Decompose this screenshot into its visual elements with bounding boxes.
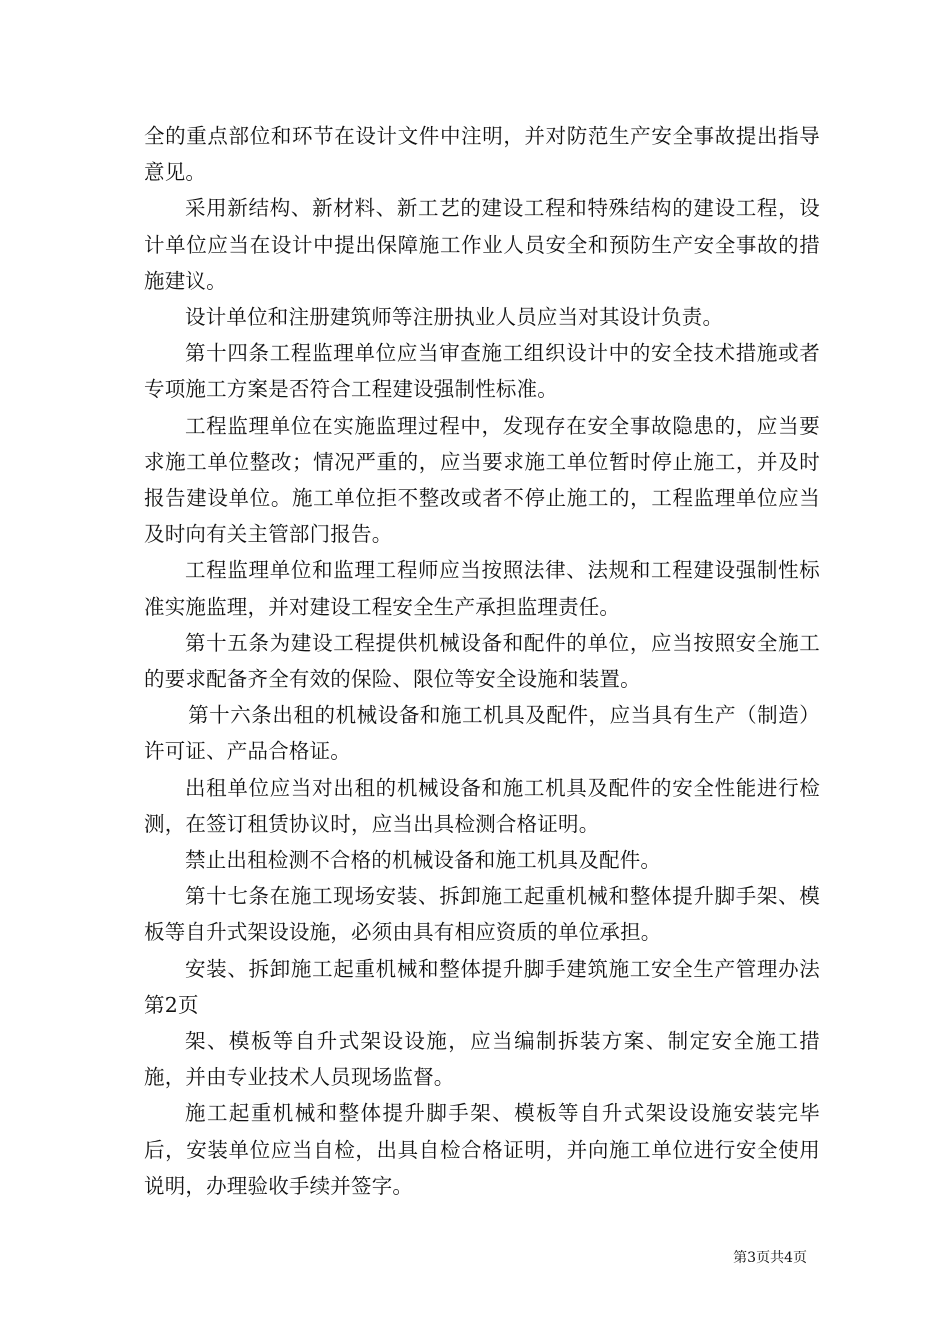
paragraph: 第十四条工程监理单位应当审查施工组织设计中的安全技术措施或者专项施工方案是否符合工程建设强制性标准。 xyxy=(144,341,820,402)
paragraph: 采用新结构、新材料、新工艺的建设工程和特殊结构的建设工程，设计单位应当在设计中提出保障施工作业人员安全和预防生产安全事故的措施建议。 xyxy=(144,196,820,293)
paragraph: 安装、拆卸施工起重机械和整体提升脚手建筑施工安全生产管理办法第2页 xyxy=(144,956,820,1017)
page-number-footer: 第3页共4页 xyxy=(733,1250,807,1266)
paragraph: 设计单位和注册建筑师等注册执业人员应当对其设计负责。 xyxy=(185,305,724,330)
paragraph: 禁止出租检测不合格的机械设备和施工机具及配件。 xyxy=(185,848,662,873)
paragraph: 出租单位应当对出租的机械设备和施工机具及配件的安全性能进行检测，在签订租赁协议时，应当出具检测合格证明。 xyxy=(144,775,820,836)
paragraph: 工程监理单位和监理工程师应当按照法律、法规和工程建设强制性标准实施监理，并对建设工程安全生产承担监理责任。 xyxy=(144,558,820,619)
document-body xyxy=(144,118,820,1204)
paragraph: 架、模板等自升式架设设施，应当编制拆装方案、制定安全施工措施，并由专业技术人员现场监督。 xyxy=(144,1029,820,1090)
paragraph: 施工起重机械和整体提升脚手架、模板等自升式架设设施安装完毕后，安装单位应当自检，出具自检合格证明，并向施工单位进行安全使用说明，办理验收手续并签字。 xyxy=(144,1101,820,1198)
paragraph: 第十五条为建设工程提供机械设备和配件的单位，应当按照安全施工的要求配备齐全有效的保险、限位等安全设施和装置。 xyxy=(144,630,820,692)
paragraph: 工程监理单位在实施监理过程中，发现存在安全事故隐患的，应当要求施工单位整改；情况严重的，应当要求施工单位暂时停止施工，并及时报告建设单位。施工单位拒不整改或者不停止施工的，工程监理单位应当及时向有关主管部门报告。 xyxy=(144,413,820,547)
paragraph: 第十七条在施工现场安装、拆卸施工起重机械和整体提升脚手架、模板等自升式架设设施，必须由具有相应资质的单位承担。 xyxy=(144,884,820,945)
paragraph: 全的重点部位和环节在设计文件中注明，并对防范生产安全事故提出指导意见。 xyxy=(144,124,820,185)
paragraph: 第十六条出租的机械设备和施工机具及配件，应当具有生产（制造）许可证、产品合格证。 xyxy=(144,703,820,764)
